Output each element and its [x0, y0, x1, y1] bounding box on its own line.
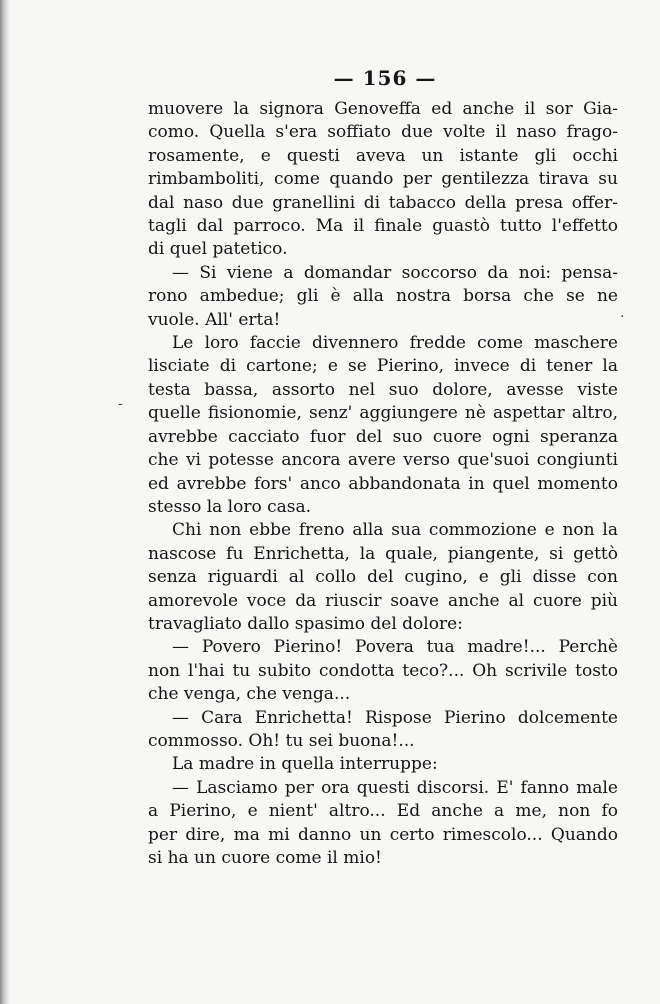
- text-line: si ha un cuore come il mio!: [148, 848, 382, 868]
- text-line: avrebbe cacciato fuor del suo cuore ogni speranza: [148, 426, 618, 447]
- text-line: rimbamboliti, come quando per gentilezza tirava su: [148, 169, 618, 190]
- text-line: quelle fisionomie, senz' aggiungere nè aspettar altro,: [148, 403, 618, 424]
- text-line: Le loro faccie divennero fredde come maschere: [172, 333, 618, 354]
- text-line: tagli dal parroco. Ma il finale guastò tutto l'effetto: [148, 216, 618, 237]
- text-line: — Cara Enrichetta! Rispose Pierino dolcemente: [172, 707, 618, 728]
- text-line: lisciate di cartone; e se Pierino, invece di tener la: [148, 356, 618, 377]
- text-line: Chi non ebbe freno alla sua commozione e non la: [172, 520, 618, 541]
- margin-dot-mark: .: [620, 305, 625, 321]
- text-line: como. Quella s'era soffiato due volte il naso frago-: [148, 122, 618, 143]
- text-line: amorevole voce da riuscir soave anche al cuore più: [148, 590, 618, 611]
- text-line: muovere la signora Genoveffa ed anche il sor Gia-: [148, 99, 618, 119]
- text-line: vuole. All' erta!: [148, 309, 281, 330]
- text-line: travagliato dallo spasimo del dolore:: [148, 613, 463, 634]
- margin-dash-mark: -: [118, 396, 123, 412]
- text-line: — Povero Pierino! Povera tua madre!... Perchè: [172, 637, 618, 658]
- text-line: di quel patetico.: [148, 239, 288, 260]
- text-line: — Lasciamo per ora questi discorsi. E' fanno male: [172, 777, 618, 798]
- text-line: stesso la loro casa.: [148, 496, 312, 517]
- text-line: che vi potesse ancora avere verso que'suoi congiunti: [148, 450, 618, 471]
- text-line: non l'hai tu subito condotta teco?... Oh scrivile tosto: [148, 660, 618, 681]
- text-line: commosso. Oh! tu sei buona!...: [148, 730, 415, 751]
- text-line: che venga, che venga...: [148, 684, 351, 705]
- text-line: nascose fu Enrichetta, la quale, piangente, si gettò: [148, 543, 618, 564]
- text-line: per dire, ma mi danno un certo rimescolo... Quando: [148, 824, 618, 845]
- page-number: — 156 —: [333, 66, 437, 90]
- body-text: [148, 98, 618, 870]
- text-line: La madre in quella interruppe:: [172, 754, 438, 775]
- text-line: testa bassa, assorto nel suo dolore, avesse viste: [148, 379, 618, 400]
- text-line: — Si viene a domandar soccorso da noi: pensa-: [172, 262, 618, 283]
- page-spine-shadow: [0, 0, 10, 1004]
- text-line: a Pierino, e nient' altro... Ed anche a me, non fo: [148, 801, 618, 822]
- text-line: ed avrebbe fors' anco abbandonata in quel momento: [148, 473, 618, 494]
- text-line: senza riguardi al collo del cugino, e gli disse con: [148, 567, 618, 588]
- text-line: dal naso due granellini di tabacco della presa offer-: [148, 192, 618, 213]
- text-line: rosamente, e questi aveva un istante gli occhi: [148, 145, 618, 166]
- text-line: rono ambedue; gli è alla nostra borsa che se ne: [148, 286, 618, 307]
